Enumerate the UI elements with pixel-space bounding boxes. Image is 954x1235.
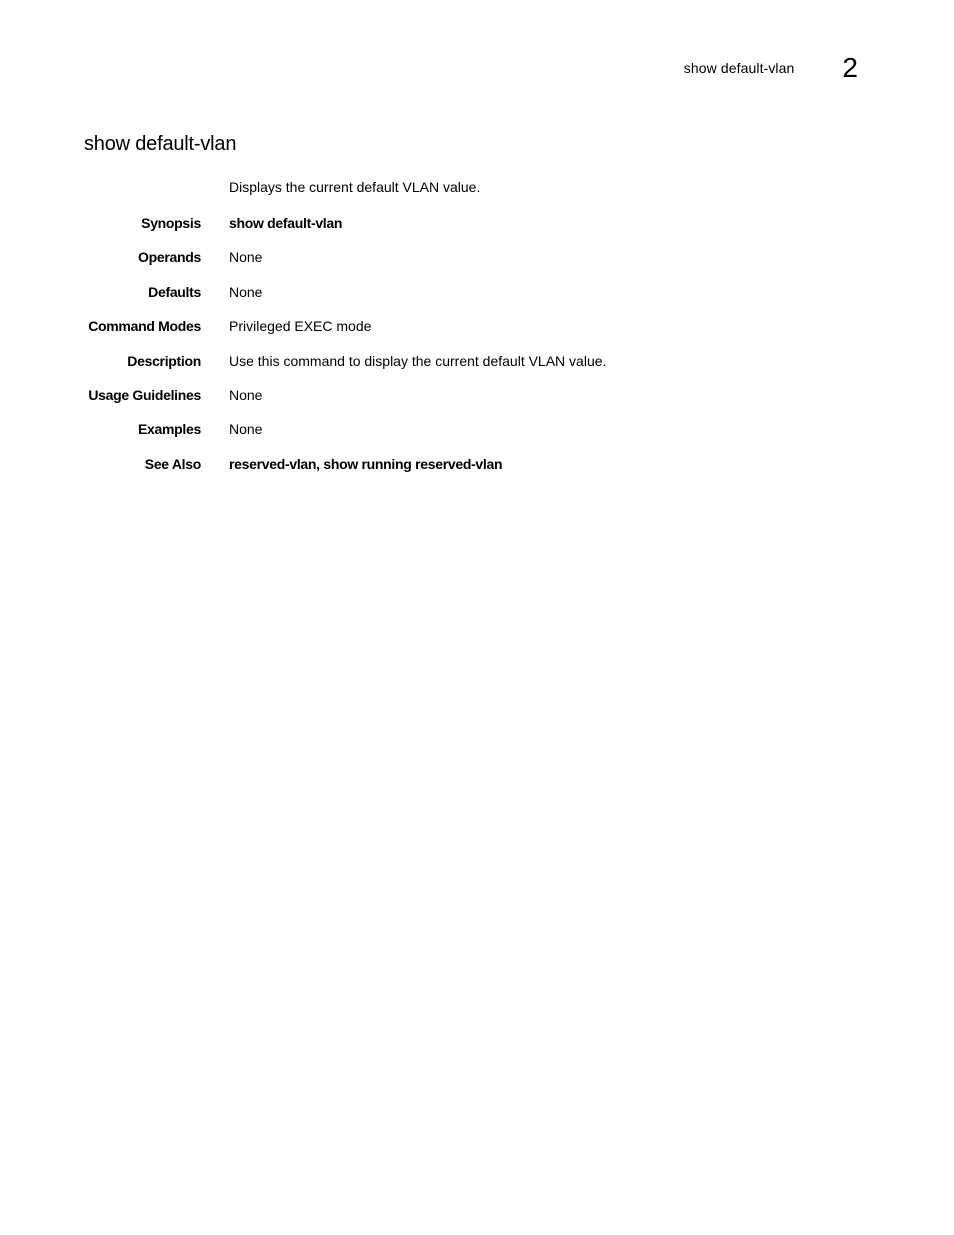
running-header [684,54,858,82]
command-reference-table [0,215,954,490]
usage-guidelines-row [0,387,954,421]
operands-row [0,249,954,283]
command-modes-row [0,318,954,352]
section-title: show default-vlan [84,133,237,155]
operands-label: Operands [138,249,201,266]
description-value: Use this command to display the current default VLAN value. [229,352,607,369]
examples-row [0,421,954,455]
defaults-value: None [229,283,263,300]
description-row [0,353,954,387]
synopsis-row [0,215,954,249]
defaults-row [0,284,954,318]
examples-value: None [229,421,263,438]
description-label: Description [127,352,201,369]
chapter-number: 2 [842,52,858,83]
defaults-label: Defaults [148,283,201,300]
see-also-link[interactable]: reserved-vlan, show running reserved-vlan [229,455,503,472]
synopsis-value: show default-vlan [229,215,343,231]
synopsis-label: Synopsis [141,215,201,231]
command-modes-value: Privileged EXEC mode [229,318,372,335]
command-summary: Displays the current default VLAN value. [229,179,481,195]
examples-label: Examples [138,421,201,438]
usage-guidelines-label: Usage Guidelines [88,386,201,403]
command-modes-label: Command Modes [88,318,201,335]
see-also-row [0,456,954,490]
usage-guidelines-value: None [229,386,263,403]
operands-value: None [229,249,263,266]
running-title: show default-vlan [683,60,795,76]
see-also-label: See Also [144,455,201,472]
